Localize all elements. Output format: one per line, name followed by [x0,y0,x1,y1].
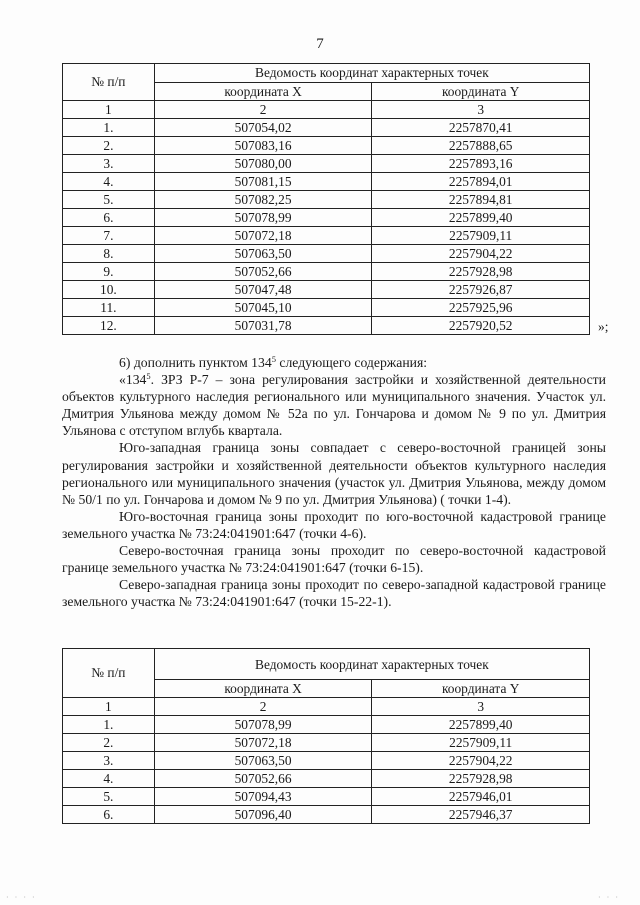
coord-y: 2257925,96 [372,299,590,317]
coord-x: 507054,02 [154,119,372,137]
coord-y: 2257946,01 [372,788,590,806]
table-row [63,317,590,335]
coord-y: 2257909,11 [372,734,590,752]
point-number: 1. [63,119,155,137]
table-row [63,119,590,137]
amendment-intro: 6) дополнить пунктом $134^5$ следующего содержания: [119,354,428,370]
col-index: 3 [372,101,590,119]
southwest-boundary: Юго-западная граница зоны совпадает с северо-восточной границей зоны регулирования застройки и хозяйственной деятельности объектов культурного наследия регионального или муниципального значения (участок ул. Дмитрия Ульянова, между домом № 50/1 по ул. Гончарова и домом № 9 по ул. Дмитрия Ульянова) ( точки 1-4). [62,440,606,507]
header-num: № п/п [63,64,155,101]
coord-x: 507096,40 [154,806,372,824]
coord-y: 2257928,98 [372,263,590,281]
point-number: 6. [63,209,155,227]
coord-x: 507052,66 [154,770,372,788]
coord-y: 2257899,40 [372,209,590,227]
coord-y: 2257926,87 [372,281,590,299]
coord-y: 2257909,11 [372,227,590,245]
coord-y: 2257904,22 [372,245,590,263]
table-row [63,299,590,317]
table-row [63,788,590,806]
coord-y: 2257894,81 [372,191,590,209]
coord-x: 507052,66 [154,263,372,281]
col-index: 3 [372,698,590,716]
scan-artifact: · · · · [6,893,37,902]
coord-x: 507078,99 [154,209,372,227]
coord-y: 2257904,22 [372,752,590,770]
coord-y: 2257894,01 [372,173,590,191]
coord-x: 507072,18 [154,734,372,752]
point-number: 10. [63,281,155,299]
coord-y: 2257893,16 [372,155,590,173]
table-row [63,281,590,299]
coord-y: 2257899,40 [372,716,590,734]
table-row [63,137,590,155]
table-row [63,227,590,245]
point-number: 1. [63,716,155,734]
coord-x: 507080,00 [154,155,372,173]
table-row [63,245,590,263]
col-index: 1 [63,698,155,716]
coord-x: 507063,50 [154,245,372,263]
point-number: 12. [63,317,155,335]
coord-y: 2257888,65 [372,137,590,155]
header-coord-x: координата X [154,680,372,698]
table-row [63,209,590,227]
point-number: 2. [63,734,155,752]
coord-y: 2257946,37 [372,806,590,824]
coord-x: 507078,99 [154,716,372,734]
scan-artifact: · · · [598,893,620,902]
point-number: 2. [63,137,155,155]
point-number: 3. [63,752,155,770]
point-number: 5. [63,191,155,209]
col-index: 2 [154,101,372,119]
coord-x: 507072,18 [154,227,372,245]
amendment-text [62,354,606,610]
coord-x: 507094,43 [154,788,372,806]
table-row [63,173,590,191]
point-number: 5. [63,788,155,806]
header-coord-x: координата X [154,82,372,101]
zone-definition: «$134^5$. ЗРЗ Р-7 – зона регулирования застройки и хозяйственной деятельности объектов культурного наследия регионального или муниципального значения. Участок ул. Дмитрия Ульянова между домом № 52а по ул. Гончарова и домом № 9 по ул. Дмитрия Ульянова с отступом вглубь квартала. [62,371,606,439]
coord-x: 507063,50 [154,752,372,770]
table-row [63,155,590,173]
table-row [63,752,590,770]
table-row [63,806,590,824]
coordinates-table-2 [62,648,590,824]
point-number: 9. [63,263,155,281]
northwest-boundary: Северо-западная граница зоны проходит по северо-западной кадастровой границе земельного участка № 73:24:041901:647 (точки 15-22-1). [62,577,606,610]
header-title: Ведомость координат характерных точек [154,64,589,83]
quote-close-mark: »; [598,319,609,334]
coord-x: 507081,15 [154,173,372,191]
point-number: 4. [63,173,155,191]
northeast-boundary: Северо-восточная граница зоны проходит по северо-восточной кадастровой границе земельного участка № 73:24:041901:647 (точки 6-15). [62,543,606,576]
table-row [63,734,590,752]
point-number: 7. [63,227,155,245]
table-row [63,770,590,788]
coordinates-table-1 [62,63,590,335]
point-number: 11. [63,299,155,317]
coord-y: 2257928,98 [372,770,590,788]
header-num: № п/п [63,649,155,698]
header-title: Ведомость координат характерных точек [154,649,589,680]
coord-x: 507045,10 [154,299,372,317]
southeast-boundary: Юго-восточная граница зоны проходит по юго-восточной кадастровой границе земельного участка № 73:24:041901:647 (точки 4-6). [62,508,606,541]
col-index: 2 [154,698,372,716]
table-row [63,716,590,734]
coord-x: 507031,78 [154,317,372,335]
point-number: 3. [63,155,155,173]
page-number: 7 [316,36,324,52]
point-number: 6. [63,806,155,824]
header-coord-y: координата Y [372,82,590,101]
table-row [63,191,590,209]
coord-x: 507047,48 [154,281,372,299]
point-number: 4. [63,770,155,788]
table-row [63,263,590,281]
coord-x: 507082,25 [154,191,372,209]
coord-x: 507083,16 [154,137,372,155]
coord-y: 2257920,52 [372,317,590,335]
coord-y: 2257870,41 [372,119,590,137]
point-number: 8. [63,245,155,263]
col-index: 1 [63,101,155,119]
header-coord-y: координата Y [372,680,590,698]
